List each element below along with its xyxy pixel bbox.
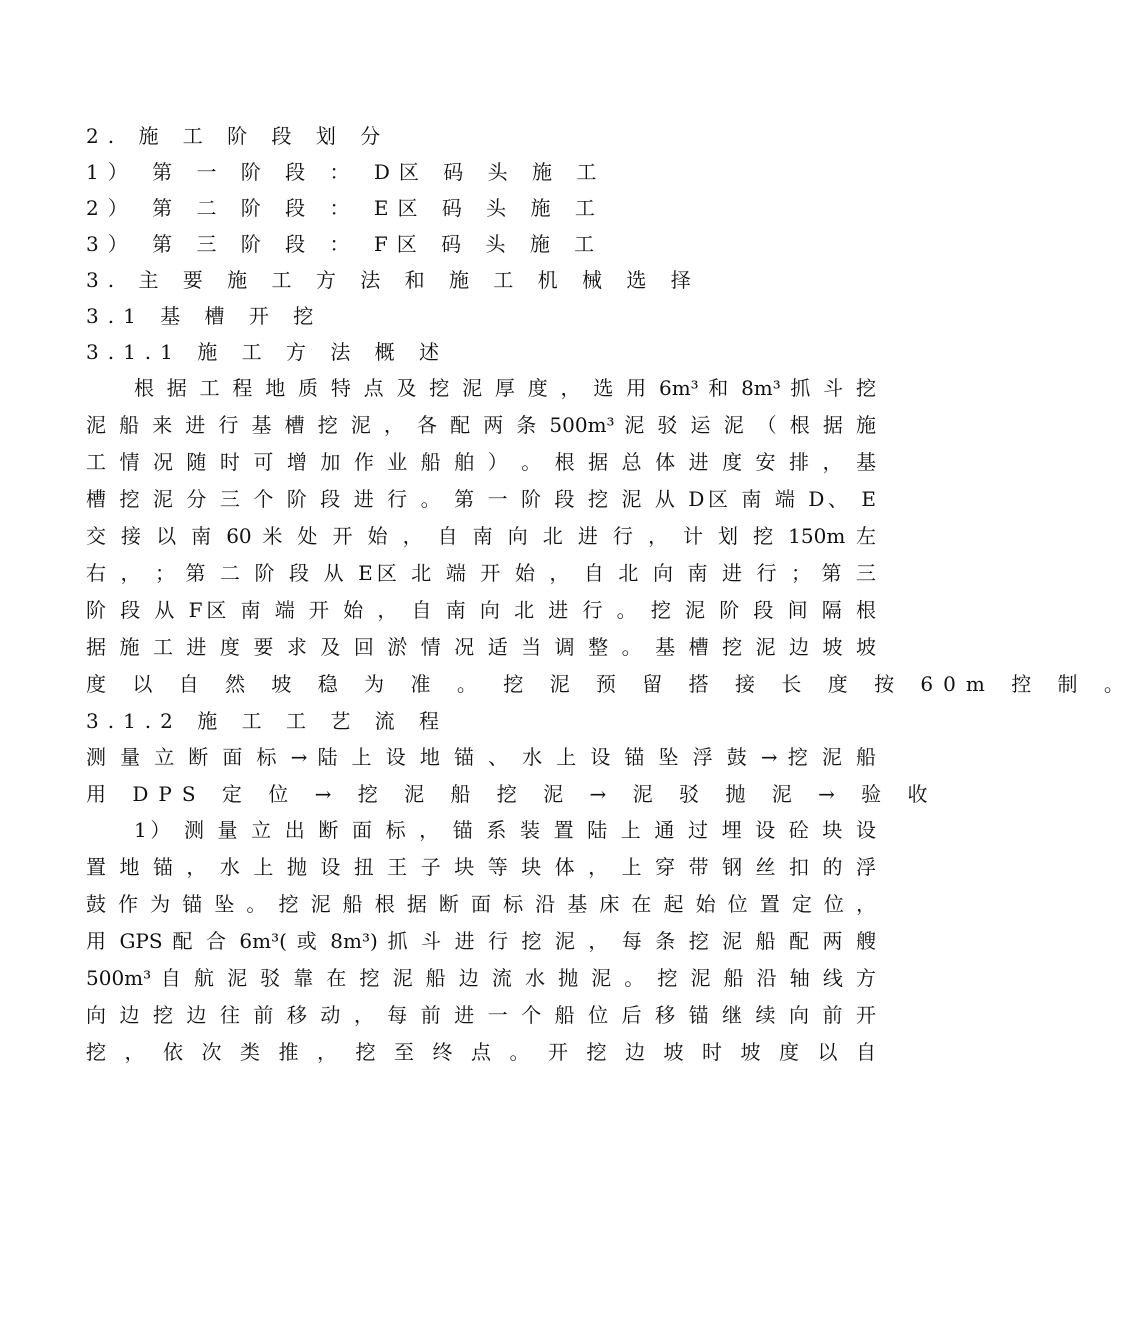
paragraph-line: 置 地 锚 ， 水 上 抛 设 扭 王 子 块 等 块 体 ， 上 穿 带 钢 丝 扣 的 浮 [86,855,876,879]
paragraph-line: 500m³ 自 航 泥 驳 靠 在 挖 泥 船 边 流 水 抛 泥 。 挖 泥 船 沿 轴 线 方 [86,966,876,990]
stage-2-line: 2） 第 二 阶 段 ： E区 码 头 施 工 [86,196,604,220]
paragraph-line: 据 施 工 进 度 要 求 及 回 淤 情 况 适 当 调 整 。 基 槽 挖 泥 边 坡 坡 [86,635,876,659]
paragraph-line: 1） 测 量 立 出 断 面 标 ， 锚 系 装 置 陆 上 通 过 埋 设 砼 块 设 [134,818,876,842]
paragraph-line: 鼓 作 为 锚 坠 。 挖 泥 船 根 据 断 面 标 沿 基 床 在 起 始 位 置 定 位 ， [86,892,876,916]
flow-line: 测 量 立 断 面 标 → 陆 上 设 地 锚 、 水 上 设 锚 坠 浮 鼓 → 挖 泥 船 [86,745,876,769]
stage-1-line: 1） 第 一 阶 段 ： D区 码 头 施 工 [86,160,606,184]
paragraph-line: 向 边 挖 边 往 前 移 动 ， 每 前 进 一 个 船 位 后 移 锚 继 续 向 前 开 [86,1003,876,1027]
paragraph-line: 度 以 自 然 坡 稳 为 准 。 挖 泥 预 留 搭 接 长 度 按 60m 控 制 。 [86,672,1134,696]
section-3-1-title: 3.1 基 槽 开 挖 [86,304,323,328]
paragraph-line: 根 据 工 程 地 质 特 点 及 挖 泥 厚 度 ， 选 用 6m³ 和 8m³ 抓 斗 挖 [134,376,876,400]
paragraph-line: 挖 ， 依 次 类 推 ， 挖 至 终 点 。 开 挖 边 坡 时 坡 度 以 自 [86,1040,876,1064]
flow-line: 用 DPS 定 位 → 挖 泥 船 挖 泥 → 泥 驳 抛 泥 → 验 收 [86,782,938,806]
paragraph-line: 槽 挖 泥 分 三 个 阶 段 进 行 。 第 一 阶 段 挖 泥 从 D区 南 端 D、 E [86,487,876,511]
section-3-1-2-title: 3.1.2 施 工 工 艺 流 程 [86,709,449,733]
stage-3-line: 3） 第 三 阶 段 ： F区 码 头 施 工 [86,232,604,256]
paragraph-line: 交 接 以 南 60 米 处 开 始 ， 自 南 向 北 进 行 ， 计 划 挖 150m 左 [86,524,876,548]
section-3-1-1-title: 3.1.1 施 工 方 法 概 述 [86,340,449,364]
section-2-title: 2. 施 工 阶 段 划 分 [86,124,390,148]
paragraph-line: 阶 段 从 F区 南 端 开 始 ， 自 南 向 北 进 行 。 挖 泥 阶 段 间 隔 根 [86,598,876,622]
paragraph-line: 工 情 况 随 时 可 增 加 作 业 船 舶 ） 。 根 据 总 体 进 度 安 排 ， 基 [86,450,876,474]
paragraph-line: 右 ， ； 第 二 阶 段 从 E区 北 端 开 始 ， 自 北 向 南 进 行 ； 第 三 [86,561,876,585]
paragraph-line: 泥 船 来 进 行 基 槽 挖 泥 ， 各 配 两 条 500m³ 泥 驳 运 泥 （ 根 据 施 [86,413,876,437]
paragraph-line: 用 GPS 配 合 6m³( 或 8m³) 抓 斗 进 行 挖 泥 ， 每 条 挖 泥 船 配 两 艘 [86,929,876,953]
section-3-title: 3. 主 要 施 工 方 法 和 施 工 机 械 选 择 [86,268,700,292]
